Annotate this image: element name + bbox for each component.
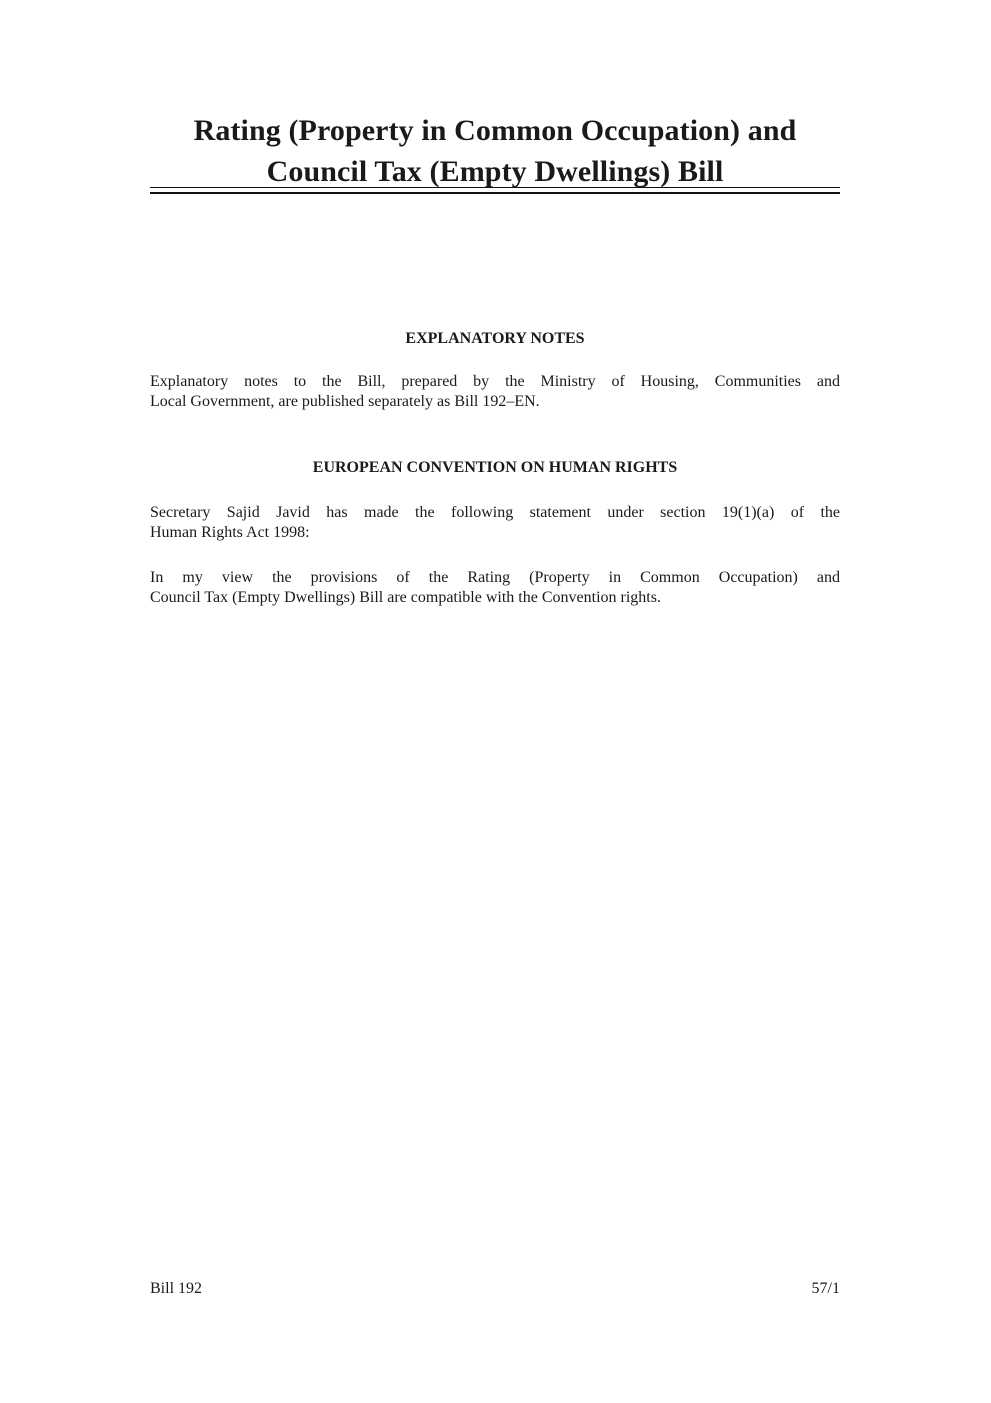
title-rule-thin bbox=[150, 187, 840, 188]
echr-statement-intro bbox=[150, 503, 840, 543]
title-rule-thick bbox=[150, 192, 840, 194]
echr-heading: EUROPEAN CONVENTION ON HUMAN RIGHTS bbox=[312, 459, 678, 476]
echr-statement-line-1: In my view the provisions of the Rating (Property in Common Occupation) and bbox=[150, 569, 840, 586]
explanatory-notes-heading: EXPLANATORY NOTES bbox=[405, 330, 585, 347]
echr-statement-line-2: Council Tax (Empty Dwellings) Bill are compatible with the Convention rights. bbox=[150, 589, 661, 606]
footer-reference: 57/1 bbox=[811, 1280, 840, 1297]
echr-intro-line-1: Secretary Sajid Javid has made the following statement under section 19(1)(a) of the bbox=[150, 504, 840, 521]
explanatory-notes-line-2: Local Government, are published separately as Bill 192–EN. bbox=[150, 393, 540, 410]
bill-title-line-1: Rating (Property in Common Occupation) and bbox=[193, 114, 797, 147]
echr-statement bbox=[150, 568, 840, 608]
echr-intro-line-2: Human Rights Act 1998: bbox=[150, 524, 310, 541]
explanatory-notes-paragraph bbox=[150, 372, 840, 412]
footer-bill-number: Bill 192 bbox=[150, 1280, 203, 1297]
explanatory-notes-line-1: Explanatory notes to the Bill, prepared by the Ministry of Housing, Communities and bbox=[150, 373, 840, 390]
bill-title-line-2: Council Tax (Empty Dwellings) Bill bbox=[266, 155, 724, 188]
bill-title bbox=[150, 110, 840, 192]
